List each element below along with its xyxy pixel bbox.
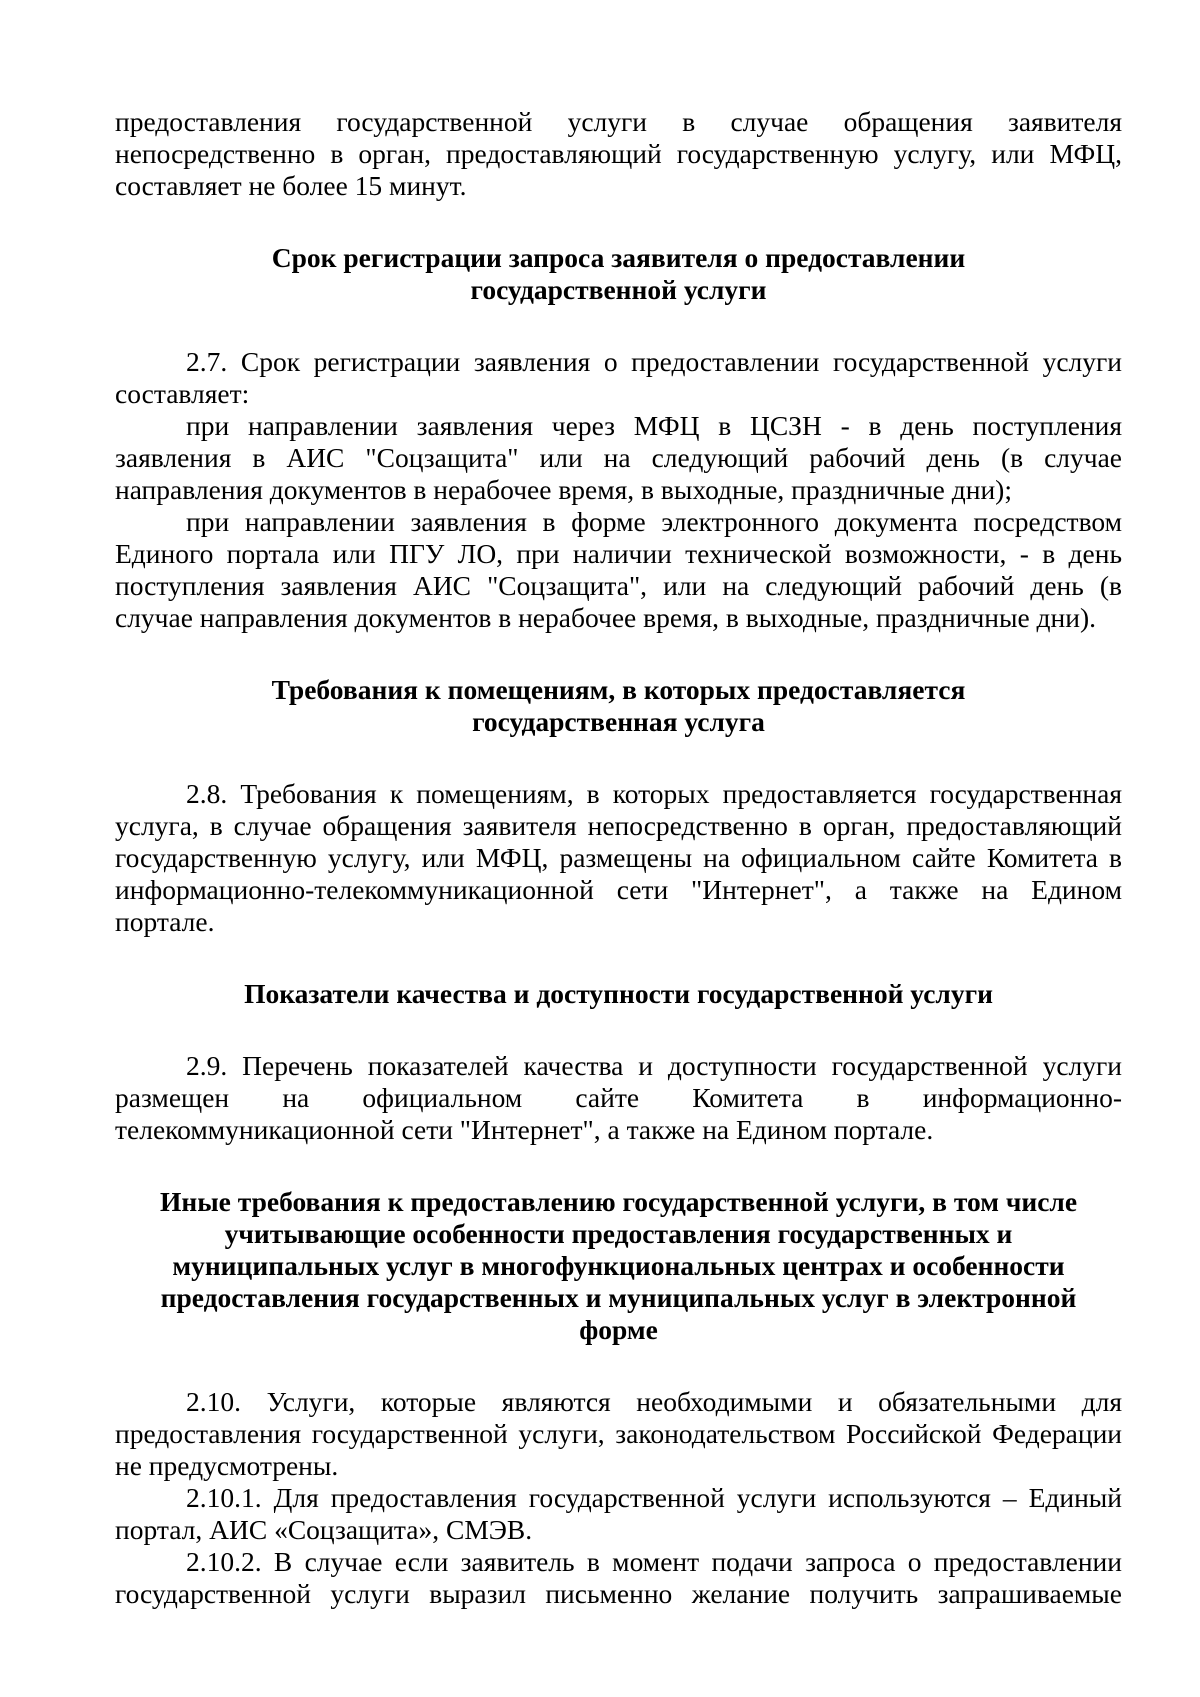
document-page — [115, 106, 1122, 1610]
heading-other-line-3: муниципальных услуг в многофункциональных центрах и особенности — [172, 1250, 1065, 1281]
quality-body — [115, 1050, 1122, 1146]
paragraph-2-9: 2.9. Перечень показателей качества и доступности государственной услуги размещен на официальном сайте Комитета в информационно-телекоммуникационной сети "Интернет", а также на Едином портале. — [115, 1050, 1122, 1145]
heading-other-line-1: Иные требования к предоставлению государственной услуги, в том числе — [159, 1186, 1078, 1217]
heading-premises-line-2: государственная услуга — [472, 706, 765, 737]
intro-line-2: непосредственно в орган, предоставляющий государственную услугу, или МФЦ, — [115, 138, 1122, 169]
heading-other-requirements — [115, 1186, 1122, 1346]
intro-paragraph — [115, 106, 1122, 202]
premises-body — [115, 778, 1122, 938]
paragraph-2-8: 2.8. Требования к помещениям, в которых предоставляется государственная услуга, в случае обращения заявителя непосредственно в орган, предоставляющий государственную услугу, или МФЦ, размещены на официальном сайте Комитета в информационно-телекоммуникационной сети "Интернет", а также на Едином портале. — [115, 778, 1122, 937]
heading-premises — [115, 674, 1122, 738]
paragraph-2-7: 2.7. Срок регистрации заявления о предоставлении государственной услуги составляет: — [115, 346, 1122, 409]
other-requirements-body — [115, 1386, 1122, 1610]
heading-other-line-4: предоставления государственных и муниципальных услуг в электронной — [160, 1282, 1077, 1313]
paragraph-2-10-2: 2.10.2. В случае если заявитель в момент подачи запроса о предоставлении государственной услуги выразил письменно желание получить запрашиваемые — [115, 1546, 1122, 1609]
heading-other-line-5: форме — [579, 1314, 658, 1345]
paragraph-2-10: 2.10. Услуги, которые являются необходимыми и обязательными для предоставления государственной услуги, законодательством Российской Федерации не предусмотрены. — [115, 1386, 1122, 1481]
intro-line-1: предоставления государственной услуги в случае обращения заявителя — [115, 106, 1122, 137]
heading-premises-line-1: Требования к помещениям, в которых предоставляется — [271, 674, 966, 705]
heading-other-line-2: учитывающие особенности предоставления государственных и — [224, 1218, 1013, 1249]
paragraph-2-10-1: 2.10.1. Для предоставления государственной услуги используются – Единый портал, АИС «Соцзащита», СМЭВ. — [115, 1482, 1122, 1545]
heading-registration-line-1: Срок регистрации запроса заявителя о предоставлении — [271, 242, 966, 273]
heading-quality — [115, 978, 1122, 1010]
paragraph-2-7-mfc: при направлении заявления через МФЦ в ЦСЗН - в день поступления заявления в АИС "Соцзащита" или на следующий рабочий день (в случае направления документов в нерабочее время, в выходные, праздничные дни); — [115, 410, 1122, 505]
registration-body — [115, 346, 1122, 634]
intro-line-3: составляет не более 15 минут. — [115, 170, 467, 201]
heading-registration — [115, 242, 1122, 306]
heading-registration-line-2: государственной услуги — [470, 274, 767, 305]
paragraph-2-7-portal: при направлении заявления в форме электронного документа посредством Единого портала или ПГУ ЛО, при наличии технической возможности, - в день поступления заявления АИС "Соцзащита", или на следующий рабочий день (в случае направления документов в нерабочее время, в выходные, праздничные дни). — [115, 506, 1122, 633]
heading-quality-line-1: Показатели качества и доступности государственной услуги — [244, 978, 993, 1009]
